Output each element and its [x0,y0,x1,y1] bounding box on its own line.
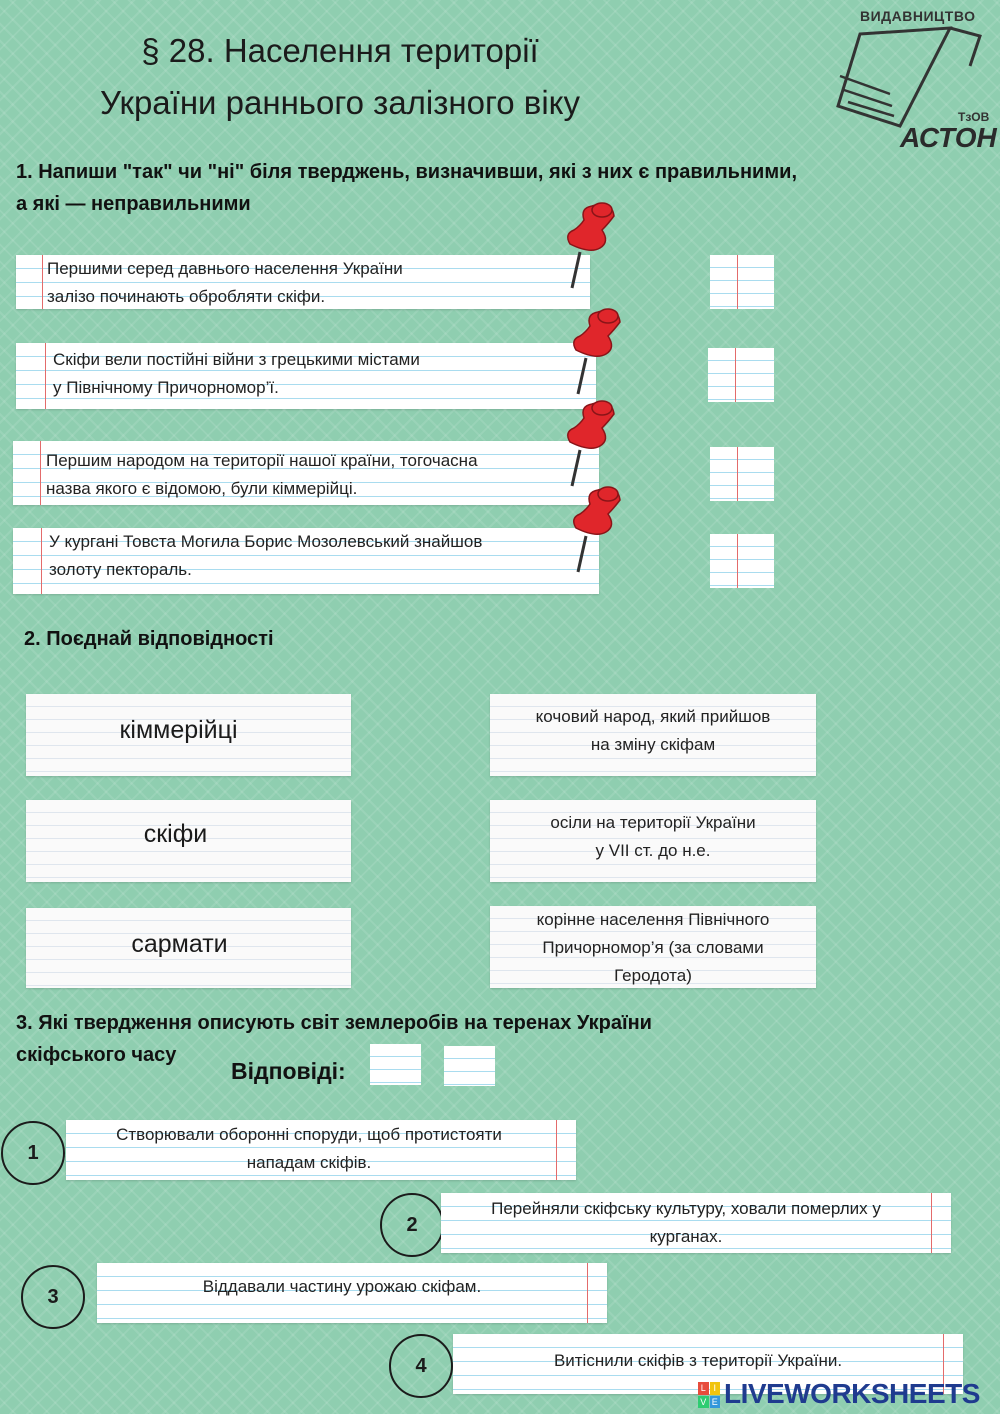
answer-input-1[interactable] [370,1044,421,1085]
statement-card-4 [13,528,599,594]
publisher-logo [830,6,997,156]
term-card-3[interactable] [26,908,351,988]
option-text-2 [441,1195,931,1251]
statement-1-line1: Першими серед давнього населення України [47,259,403,278]
answer-box-3[interactable] [710,447,774,501]
statement-text-3 [46,447,478,503]
push-pin-icon [562,196,622,291]
definition-3-line2: Причорномор’я (за словами [542,938,764,957]
brand-text: LIVEWORKSHEETS [724,1378,980,1409]
statement-3-line1: Першим народом на території нашої країни, тогочасна [46,451,478,470]
definition-3-line3: Геродота) [614,966,692,985]
answer-box-2[interactable] [708,348,774,402]
definition-text-1 [490,703,816,759]
margin-line [737,534,738,588]
option-text-3 [97,1273,587,1301]
option-number-2: 2 [380,1193,444,1257]
margin-line [556,1120,557,1180]
term-text-2: скіфи [143,820,208,848]
statement-1-line2: залізо починають обробляти скіфи. [47,287,326,306]
publisher-small-text: ТзОВ [958,110,990,124]
brand-mark-letter: I [710,1382,721,1395]
definition-card-2[interactable] [490,800,816,882]
option-1-line2: нападам скіфів. [246,1153,372,1172]
margin-line [737,255,738,309]
brand-mark-letter: E [710,1396,721,1409]
margin-line [931,1193,932,1253]
publisher-name: АСТОН [900,122,997,153]
option-number-4: 4 [389,1334,453,1398]
option-text-4 [453,1347,943,1375]
option-1-line1: Створювали оборонні споруди, щоб протистояти [116,1125,502,1144]
option-4-line1: Витіснили скіфів з території України. [553,1351,843,1370]
statement-text-4 [49,528,482,584]
definition-1-line2: на зміну скіфам [590,735,716,754]
task3-heading-line2: скіфського часу [16,1044,177,1066]
definition-2-line2: у VII ст. до н.е. [595,841,711,860]
statement-4-line1: У кургані Товста Могила Борис Мозолевський знайшов [49,532,483,551]
push-pin-icon [562,394,622,489]
brand-mark-icon [698,1382,720,1408]
statement-card-3 [13,441,599,505]
statement-2-line2: у Північному Причорномор’ї. [53,378,279,397]
title-line-1: § 28. Населення території [141,32,539,69]
task3-heading-line1: 3. Які твердження описують світ землеробів на теренах України [16,1012,652,1034]
term-text-1: кіммерійці [119,716,238,744]
answers-label: Відповіді: [231,1058,346,1084]
term-text-3: сармати [131,930,228,958]
statement-text-1 [47,255,403,311]
publisher-top-text: ВИДАВНИЦТВО [860,8,976,24]
push-pin-icon [568,302,628,397]
page-title [40,28,640,126]
margin-line [737,447,738,501]
task1-heading-line2: а які — неправильними [16,193,251,215]
brand-mark-letter: L [698,1382,709,1395]
term-card-1[interactable] [26,694,351,776]
option-text-1 [66,1121,552,1177]
answer-input-2[interactable] [444,1046,495,1086]
statement-card-1 [16,255,590,309]
option-card-3[interactable] [97,1263,607,1323]
option-card-2[interactable] [441,1193,951,1253]
liveworksheets-logo [698,1378,998,1412]
title-line-2: України раннього залізного віку [100,84,580,121]
option-number-1: 1 [1,1121,65,1185]
option-2-line1: Перейняли скіфську культуру, ховали померлих у [491,1199,881,1218]
margin-line [41,528,42,594]
push-pin-icon [568,480,628,575]
definition-2-line1: осіли на території України [550,813,756,832]
task2-heading: 2. Поєднай відповідності [24,628,274,650]
statement-text-2 [53,346,420,402]
statement-2-line1: Скіфи вели постійні війни з грецькими містами [53,350,420,369]
margin-line [735,348,736,402]
definition-3-line1: корінне населення Північного [536,910,770,929]
definition-card-1[interactable] [490,694,816,776]
option-number-3: 3 [21,1265,85,1329]
option-3-line1: Віддавали частину урожаю скіфам. [202,1277,482,1296]
definition-card-3[interactable] [490,906,816,988]
margin-line [45,343,46,409]
margin-line [40,441,41,505]
task1-heading [16,156,976,220]
task1-heading-line1: 1. Напиши "так" чи "ні" біля тверджень, визначивши, які з них є правильними, [16,161,797,183]
option-2-line2: курганах. [649,1227,723,1246]
definition-text-3 [490,906,816,990]
term-card-2[interactable] [26,800,351,882]
definition-1-line1: кочовий народ, який прийшов [535,707,771,726]
margin-line [42,255,43,309]
statement-3-line2: назва якого є відомою, були кіммерійці. [46,479,358,498]
answer-box-4[interactable] [710,534,774,588]
definition-text-2 [490,809,816,865]
answer-box-1[interactable] [710,255,774,309]
margin-line [587,1263,588,1323]
statement-4-line2: золоту пектораль. [49,560,192,579]
statement-card-2 [16,343,596,409]
brand-mark-letter: V [698,1396,709,1409]
option-card-1[interactable] [66,1120,576,1180]
